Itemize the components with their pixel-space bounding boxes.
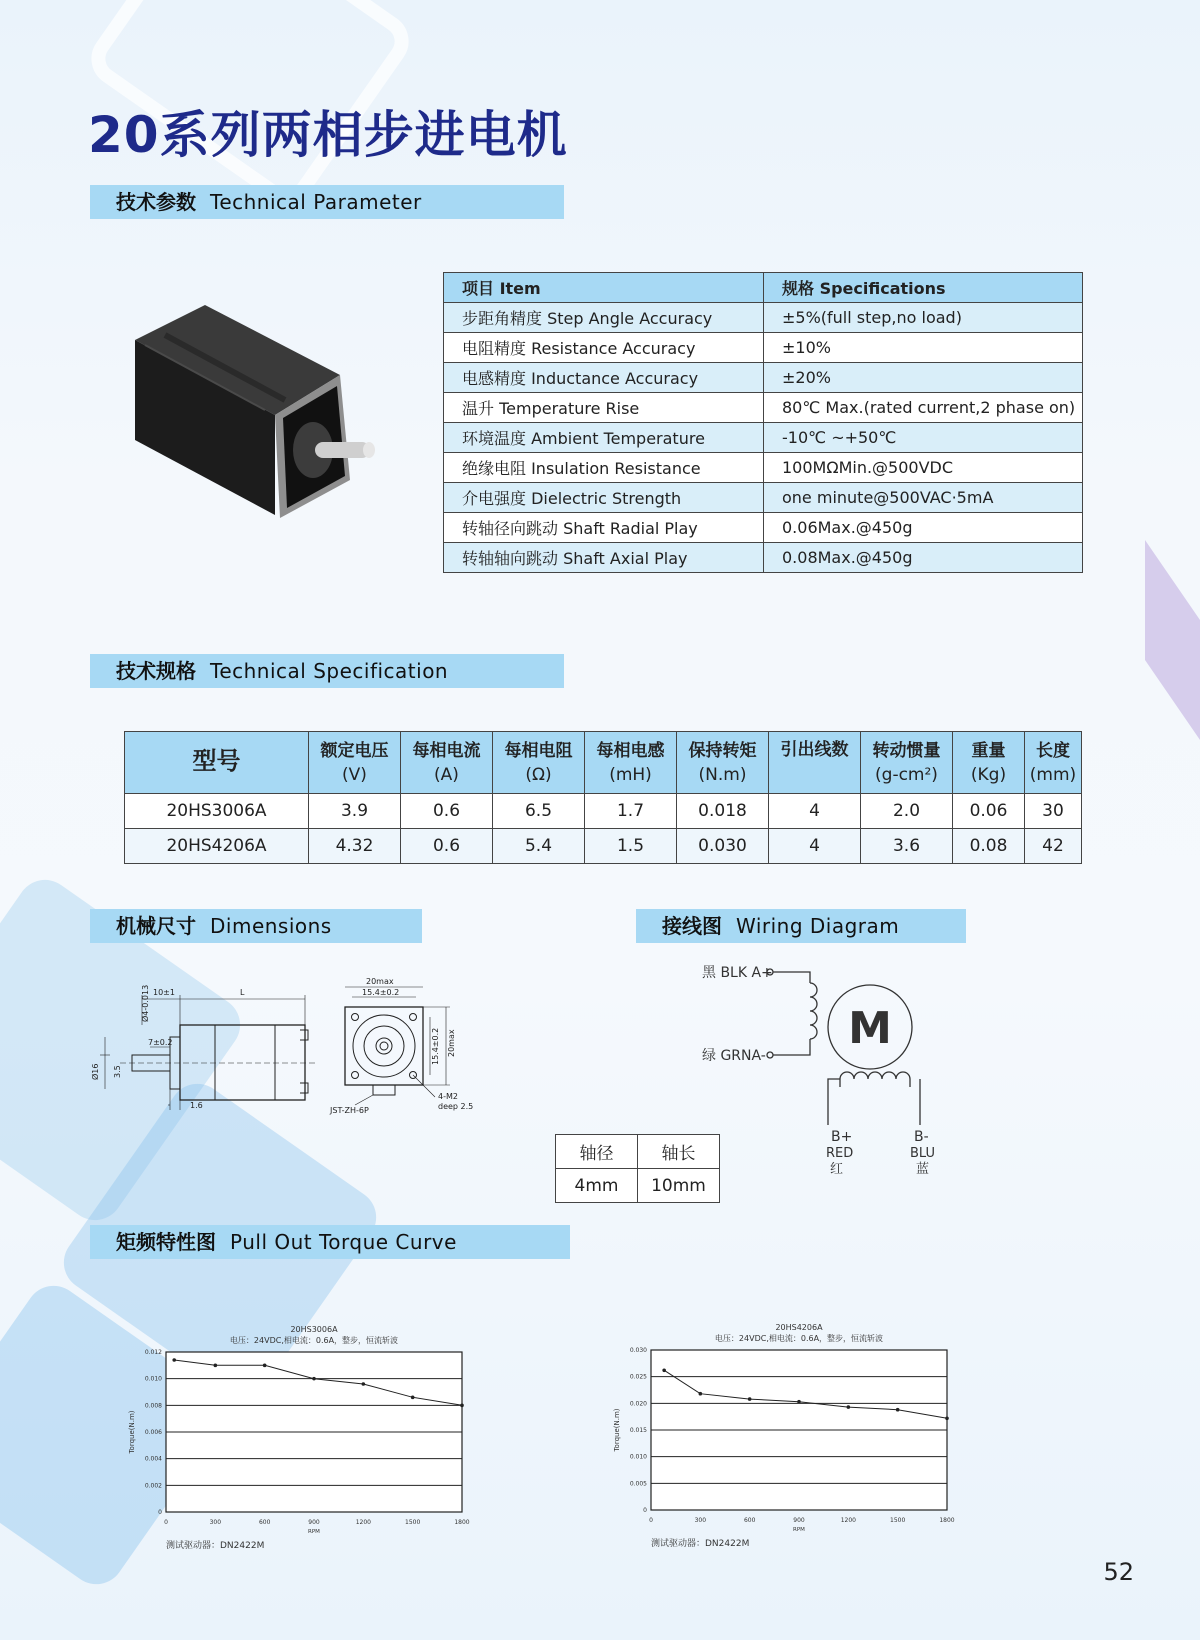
data-point bbox=[662, 1368, 666, 1372]
data-point bbox=[847, 1405, 851, 1409]
y-tick-label: 0 bbox=[158, 1509, 162, 1516]
section-cn-label: 机械尺寸 bbox=[116, 914, 196, 938]
wire-label-a-minus: 绿 GRNA- bbox=[702, 1048, 766, 1064]
data-point bbox=[172, 1358, 176, 1362]
section-torque-curve bbox=[90, 1225, 570, 1259]
y-tick-label: 0.012 bbox=[144, 1349, 162, 1356]
dim-label: 1.6 bbox=[190, 1101, 203, 1110]
section-cn-label: 技术规格 bbox=[116, 659, 196, 683]
spec-cell: 0.6 bbox=[401, 794, 493, 829]
dim-label: 15.4±0.2 bbox=[431, 1027, 440, 1065]
param-item: 转轴轴向跳动 Shaft Axial Play bbox=[444, 543, 764, 573]
section-cn-label: 技术参数 bbox=[116, 190, 196, 214]
data-point bbox=[945, 1416, 949, 1420]
param-value: 80℃ Max.(rated current,2 phase on) bbox=[764, 393, 1083, 423]
chart-subtitle: 电压：24VDC,相电流：0.6A，整步，恒流斩波 bbox=[229, 1336, 399, 1345]
motor-symbol: M bbox=[848, 1003, 892, 1054]
param-item: 转轴径向跳动 Shaft Radial Play bbox=[444, 513, 764, 543]
section-en-label: Technical Parameter bbox=[210, 190, 422, 214]
page-number: 52 bbox=[1103, 1558, 1134, 1586]
wire-label-b-plus: B+ bbox=[831, 1129, 853, 1145]
chart-title: 20HS3006A bbox=[290, 1325, 338, 1334]
spec-cell: 0.6 bbox=[401, 829, 493, 864]
section-en-label: Pull Out Torque Curve bbox=[230, 1230, 457, 1254]
data-point bbox=[460, 1404, 464, 1408]
driver-note: 测试驱动器：DN2422M bbox=[166, 1541, 265, 1551]
y-tick-label: 0.020 bbox=[629, 1400, 647, 1408]
shaft-value: 10mm bbox=[638, 1169, 720, 1203]
section-cn-label: 接线图 bbox=[662, 914, 722, 938]
dim-label: L bbox=[240, 988, 245, 997]
technical-parameter-table bbox=[443, 272, 1083, 573]
param-item: 电阻精度 Resistance Accuracy bbox=[444, 333, 764, 363]
spec-header: 每相电流 (A) bbox=[401, 732, 493, 794]
data-point bbox=[362, 1382, 366, 1386]
param-item: 环境温度 Ambient Temperature bbox=[444, 423, 764, 453]
param-value: ±5%(full step,no load) bbox=[764, 303, 1083, 333]
section-technical-specification bbox=[90, 654, 564, 688]
param-value: ±20% bbox=[764, 363, 1083, 393]
x-tick-label: 300 bbox=[209, 1519, 222, 1526]
param-header-spec: 规格 Specifications bbox=[764, 273, 1083, 303]
section-en-label: Wiring Diagram bbox=[736, 914, 900, 938]
x-tick-label: 1800 bbox=[454, 1519, 470, 1526]
torque-chart-20hs4206a bbox=[605, 1318, 985, 1558]
param-value: 0.08Max.@450g bbox=[764, 543, 1083, 573]
param-item: 介电强度 Dielectric Strength bbox=[444, 483, 764, 513]
dim-label: 20max bbox=[366, 977, 394, 986]
y-tick-label: 0.025 bbox=[629, 1373, 647, 1381]
spec-cell: 20HS3006A bbox=[125, 794, 309, 829]
wire-label-a-plus: 黑 BLK A+ bbox=[702, 965, 773, 981]
data-point bbox=[411, 1396, 415, 1400]
technical-specification-table bbox=[124, 731, 1082, 864]
spec-cell: 1.5 bbox=[585, 829, 677, 864]
dim-label: 15.4±0.2 bbox=[362, 988, 400, 997]
motor-image bbox=[125, 300, 380, 525]
y-tick-label: 0.008 bbox=[144, 1402, 162, 1410]
dim-label: Ø4-0.013 bbox=[141, 984, 150, 1022]
spec-header: 每相电感 (mH) bbox=[585, 732, 677, 794]
spec-cell: 3.6 bbox=[861, 829, 953, 864]
x-tick-label: 0 bbox=[164, 1519, 168, 1526]
spec-header-model-label: 型号 bbox=[192, 747, 241, 775]
spec-cell: 0.08 bbox=[953, 829, 1025, 864]
section-wiring-diagram bbox=[636, 909, 966, 943]
param-value: one minute@500VAC·5mA bbox=[764, 483, 1083, 513]
y-tick-label: 0.006 bbox=[144, 1429, 162, 1436]
driver-note: 测试驱动器：DN2422M bbox=[651, 1539, 750, 1549]
spec-cell: 0.06 bbox=[953, 794, 1025, 829]
spec-cell: 2.0 bbox=[861, 794, 953, 829]
spec-cell: 5.4 bbox=[493, 829, 585, 864]
dim-label: 3.5 bbox=[113, 1065, 122, 1078]
data-point bbox=[312, 1377, 316, 1381]
wire-label-b-plus-color: RED bbox=[826, 1146, 854, 1161]
x-tick-label: 1200 bbox=[355, 1519, 371, 1526]
section-en-label: Technical Specification bbox=[210, 659, 449, 683]
shaft-value: 4mm bbox=[556, 1169, 638, 1203]
param-item: 步距角精度 Step Angle Accuracy bbox=[444, 303, 764, 333]
spec-header: 每相电阻 (Ω) bbox=[493, 732, 585, 794]
data-point bbox=[214, 1364, 218, 1368]
x-tick-label: 1200 bbox=[840, 1517, 856, 1524]
data-point bbox=[699, 1392, 703, 1396]
spec-header: 转动惯量 (g-cm²) bbox=[861, 732, 953, 794]
spec-header-model bbox=[125, 732, 309, 794]
x-tick-label: 0 bbox=[649, 1517, 653, 1524]
x-tick-label: 1500 bbox=[405, 1519, 421, 1526]
section-technical-parameter bbox=[90, 185, 564, 219]
data-point bbox=[748, 1397, 752, 1401]
y-axis-label: Torque(N.m) bbox=[128, 1410, 136, 1454]
spec-cell: 30 bbox=[1025, 794, 1082, 829]
x-tick-label: 300 bbox=[694, 1517, 707, 1524]
x-axis-label: RPM bbox=[793, 1527, 805, 1533]
y-tick-label: 0.005 bbox=[629, 1480, 647, 1488]
shaft-header: 轴径 bbox=[556, 1135, 638, 1169]
spec-cell: 20HS4206A bbox=[125, 829, 309, 864]
x-axis-label: RPM bbox=[308, 1529, 320, 1535]
dim-label: 20max bbox=[447, 1029, 456, 1057]
spec-cell: 4 bbox=[769, 829, 861, 864]
torque-chart-20hs3006a bbox=[120, 1320, 500, 1560]
dim-label: JST-ZH-6P bbox=[330, 1106, 369, 1115]
dim-label: Ø16 bbox=[91, 1063, 100, 1080]
dimension-drawing bbox=[90, 975, 490, 1150]
y-tick-label: 0.030 bbox=[629, 1347, 647, 1354]
y-tick-label: 0.010 bbox=[144, 1375, 162, 1383]
data-point bbox=[896, 1408, 900, 1412]
param-value: ±10% bbox=[764, 333, 1083, 363]
param-value: 0.06Max.@450g bbox=[764, 513, 1083, 543]
spec-cell: 4 bbox=[769, 794, 861, 829]
page-title: 20系列两相步进电机 bbox=[88, 106, 568, 164]
param-item: 绝缘电阻 Insulation Resistance bbox=[444, 453, 764, 483]
param-item: 电感精度 Inductance Accuracy bbox=[444, 363, 764, 393]
x-tick-label: 600 bbox=[743, 1517, 756, 1524]
section-dimensions bbox=[90, 909, 422, 943]
x-tick-label: 900 bbox=[308, 1519, 320, 1526]
wiring-diagram bbox=[690, 955, 960, 1185]
spec-cell: 3.9 bbox=[309, 794, 401, 829]
y-tick-label: 0.004 bbox=[144, 1455, 162, 1463]
wire-label-b-minus-color: BLU bbox=[910, 1146, 936, 1161]
y-tick-label: 0.010 bbox=[629, 1453, 647, 1461]
spec-cell: 42 bbox=[1025, 829, 1082, 864]
x-tick-label: 1800 bbox=[939, 1517, 955, 1524]
x-tick-label: 900 bbox=[793, 1517, 805, 1524]
param-value: -10℃ ~+50℃ bbox=[764, 423, 1083, 453]
param-item: 温升 Temperature Rise bbox=[444, 393, 764, 423]
spec-cell: 1.7 bbox=[585, 794, 677, 829]
spec-header: 额定电压 (V) bbox=[309, 732, 401, 794]
y-axis-label: Torque(N.m) bbox=[613, 1408, 621, 1452]
dim-label: 4-M2 bbox=[438, 1092, 458, 1101]
chart-subtitle: 电压：24VDC,相电流：0.6A，整步，恒流斩波 bbox=[714, 1334, 884, 1343]
wire-label-b-minus: B- bbox=[914, 1129, 929, 1145]
dim-label: 7±0.2 bbox=[148, 1038, 173, 1047]
x-tick-label: 600 bbox=[258, 1519, 271, 1526]
shaft-header: 轴长 bbox=[638, 1135, 720, 1169]
spec-header: 保持转矩 (N.m) bbox=[677, 732, 769, 794]
spec-header: 长度 (mm) bbox=[1025, 732, 1082, 794]
param-value: 100MΩMin.@500VDC bbox=[764, 453, 1083, 483]
dim-label: deep 2.5 bbox=[438, 1102, 474, 1111]
y-tick-label: 0.002 bbox=[144, 1482, 162, 1490]
y-tick-label: 0 bbox=[643, 1507, 647, 1514]
dim-label: 10±1 bbox=[153, 988, 175, 997]
param-header-item: 项目 Item bbox=[444, 273, 764, 303]
y-tick-label: 0.015 bbox=[629, 1427, 647, 1434]
spec-header: 重量 (Kg) bbox=[953, 732, 1025, 794]
section-cn-label: 矩频特性图 bbox=[116, 1230, 216, 1254]
data-point bbox=[797, 1400, 801, 1404]
wire-label-b-minus-cn: 蓝 bbox=[916, 1162, 930, 1177]
chart-title: 20HS4206A bbox=[775, 1323, 823, 1332]
section-en-label: Dimensions bbox=[210, 914, 332, 938]
x-tick-label: 1500 bbox=[890, 1517, 906, 1524]
data-point bbox=[263, 1364, 267, 1368]
spec-cell: 6.5 bbox=[493, 794, 585, 829]
spec-header: 引出线数 bbox=[769, 732, 861, 794]
spec-cell: 0.030 bbox=[677, 829, 769, 864]
spec-cell: 4.32 bbox=[309, 829, 401, 864]
wire-label-b-plus-cn: 红 bbox=[830, 1162, 844, 1177]
side-accent bbox=[1145, 540, 1200, 740]
spec-cell: 0.018 bbox=[677, 794, 769, 829]
